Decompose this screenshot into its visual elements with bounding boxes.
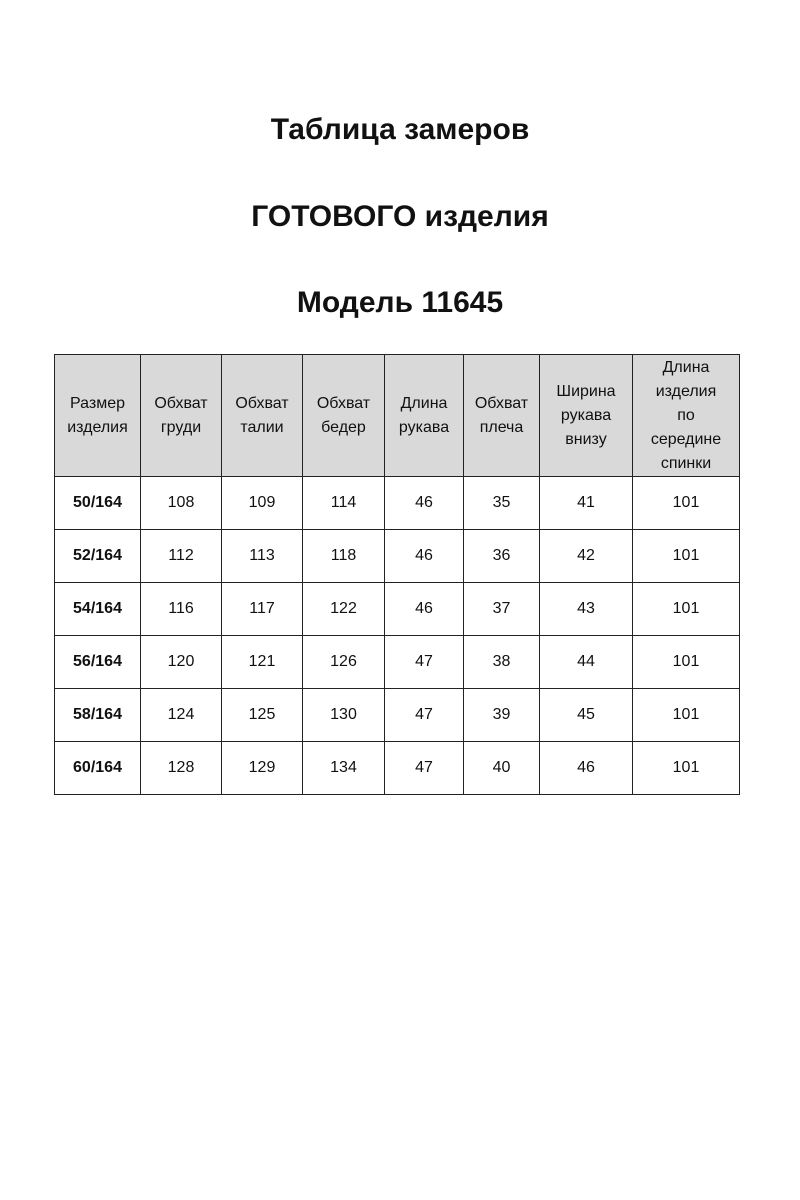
header-sleeve-length bbox=[385, 355, 464, 477]
header-line: Ширина bbox=[556, 382, 616, 400]
measurement-cell: 40 bbox=[464, 742, 540, 795]
measurement-cell: 114 bbox=[303, 477, 385, 530]
header-back-length bbox=[633, 355, 740, 477]
measurement-cell: 121 bbox=[222, 636, 303, 689]
header-sleeve-width bbox=[540, 355, 633, 477]
measurement-cell: 101 bbox=[633, 636, 740, 689]
header-waist bbox=[222, 355, 303, 477]
header-line: Обхват bbox=[235, 394, 289, 412]
page-title: Таблица замеров bbox=[270, 113, 530, 146]
header-size bbox=[55, 355, 141, 477]
header-line: спинки bbox=[660, 454, 712, 472]
measurement-cell: 116 bbox=[141, 583, 222, 636]
measurement-cell: 44 bbox=[540, 636, 633, 689]
size-cell: 60/164 bbox=[55, 742, 141, 795]
measurement-cell: 130 bbox=[303, 689, 385, 742]
header-line: внизу bbox=[565, 430, 607, 448]
model-number: Модель 11645 bbox=[296, 286, 504, 319]
table-body bbox=[55, 477, 740, 795]
measurement-cell: 35 bbox=[464, 477, 540, 530]
measurement-cell: 122 bbox=[303, 583, 385, 636]
measurement-cell: 46 bbox=[540, 742, 633, 795]
measurement-cell: 109 bbox=[222, 477, 303, 530]
measurement-cell: 117 bbox=[222, 583, 303, 636]
measurement-cell: 46 bbox=[385, 530, 464, 583]
measurement-cell: 101 bbox=[633, 530, 740, 583]
table-row bbox=[55, 530, 740, 583]
measurement-cell: 113 bbox=[222, 530, 303, 583]
measurement-cell: 42 bbox=[540, 530, 633, 583]
measurement-cell: 37 bbox=[464, 583, 540, 636]
header-hips bbox=[303, 355, 385, 477]
measurement-cell: 36 bbox=[464, 530, 540, 583]
measurement-cell: 101 bbox=[633, 583, 740, 636]
page-subtitle: ГОТОВОГО изделия bbox=[251, 200, 549, 233]
header-line: рукава bbox=[560, 406, 612, 424]
measurement-cell: 101 bbox=[633, 477, 740, 530]
measurement-cell: 38 bbox=[464, 636, 540, 689]
measurement-cell: 101 bbox=[633, 689, 740, 742]
measurement-cell: 126 bbox=[303, 636, 385, 689]
header-line: рукава bbox=[398, 418, 450, 436]
size-cell: 58/164 bbox=[55, 689, 141, 742]
size-cell: 56/164 bbox=[55, 636, 141, 689]
measurement-cell: 41 bbox=[540, 477, 633, 530]
header-line: середине bbox=[650, 430, 722, 448]
table-header-row bbox=[55, 355, 740, 477]
table-row bbox=[55, 742, 740, 795]
measurement-cell: 47 bbox=[385, 689, 464, 742]
header-line: изделия bbox=[67, 418, 128, 436]
header-line: плеча bbox=[479, 418, 524, 436]
measurement-cell: 134 bbox=[303, 742, 385, 795]
header-shoulder bbox=[464, 355, 540, 477]
table-row bbox=[55, 636, 740, 689]
table-row bbox=[55, 583, 740, 636]
measurement-cell: 47 bbox=[385, 636, 464, 689]
measurement-cell: 108 bbox=[141, 477, 222, 530]
header-line: Обхват bbox=[316, 394, 371, 412]
measurement-cell: 118 bbox=[303, 530, 385, 583]
header-line: Обхват bbox=[474, 394, 529, 412]
table-row bbox=[55, 689, 740, 742]
header-line: Длина bbox=[400, 394, 448, 412]
measurements-table bbox=[54, 354, 740, 795]
header-line: изделия bbox=[655, 382, 717, 400]
header-line: талии bbox=[240, 418, 284, 436]
header-chest bbox=[141, 355, 222, 477]
measurement-cell: 39 bbox=[464, 689, 540, 742]
measurement-cell: 120 bbox=[141, 636, 222, 689]
size-cell: 52/164 bbox=[55, 530, 141, 583]
header-line: Длина bbox=[662, 358, 710, 376]
measurement-cell: 124 bbox=[141, 689, 222, 742]
header-line: бедер bbox=[321, 418, 366, 436]
measurement-cell: 46 bbox=[385, 477, 464, 530]
measurement-cell: 47 bbox=[385, 742, 464, 795]
header-line: Размер bbox=[70, 394, 125, 412]
header-line: Обхват bbox=[154, 394, 208, 412]
measurement-cell: 125 bbox=[222, 689, 303, 742]
measurement-cell: 45 bbox=[540, 689, 633, 742]
measurement-cell: 129 bbox=[222, 742, 303, 795]
header-line: по bbox=[677, 406, 695, 424]
size-cell: 54/164 bbox=[55, 583, 141, 636]
measurement-cell: 43 bbox=[540, 583, 633, 636]
measurement-cell: 128 bbox=[141, 742, 222, 795]
measurement-cell: 112 bbox=[141, 530, 222, 583]
header-line: груди bbox=[160, 418, 202, 436]
measurement-cell: 46 bbox=[385, 583, 464, 636]
table-row bbox=[55, 477, 740, 530]
measurement-cell: 101 bbox=[633, 742, 740, 795]
size-cell: 50/164 bbox=[55, 477, 141, 530]
